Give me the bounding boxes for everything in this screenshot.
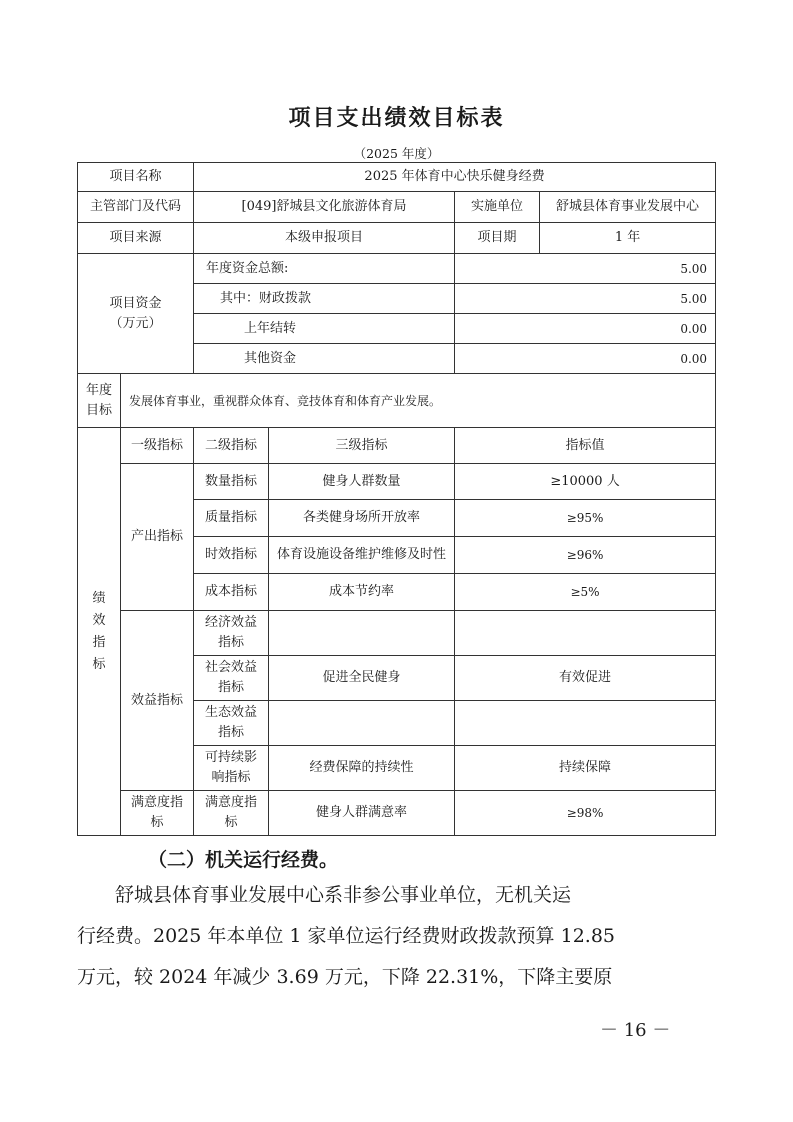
satisfaction-l2-line1: 满意度指 — [205, 795, 258, 810]
table-row — [78, 428, 716, 464]
goal-text: 发展体育事业，重视群众体育、竞技体育和体育产业发展。 — [121, 374, 716, 428]
impl-unit-value: 舒城县体育事业发展中心 — [540, 192, 716, 223]
benefit-l2-cell — [194, 701, 269, 746]
funds-item-value: 5.00 — [455, 254, 716, 284]
period-value: 1 年 — [540, 223, 716, 254]
benefit-value — [455, 611, 716, 656]
funds-item-value: 5.00 — [455, 284, 716, 314]
header-level2: 二级指标 — [194, 428, 269, 464]
benefit-l2-line2: 指标 — [218, 725, 245, 740]
table-row — [78, 611, 716, 656]
output-l3: 健身人群数量 — [269, 464, 455, 500]
dept-value: [049]舒城县文化旅游体育局 — [194, 192, 455, 223]
perf-label: 绩效指标 — [92, 590, 106, 672]
table-row — [78, 192, 716, 223]
funds-label: 项目资金 — [109, 295, 162, 311]
perf-label-cell — [78, 428, 121, 836]
funds-unit: （万元） — [109, 315, 162, 331]
output-l2: 质量指标 — [194, 500, 269, 537]
benefit-value — [455, 701, 716, 746]
section-heading: （二）机关运行经费。 — [148, 849, 339, 871]
goal-label-line1: 年度 — [85, 382, 112, 398]
goal-label-cell — [78, 374, 121, 428]
funds-item-value: 0.00 — [455, 344, 716, 374]
project-name-label: 项目名称 — [78, 163, 194, 192]
benefit-value: 有效促进 — [455, 656, 716, 701]
performance-table — [77, 162, 716, 836]
benefit-l2-cell — [194, 656, 269, 701]
benefit-l3: 经费保障的持续性 — [269, 746, 455, 791]
satisfaction-l1-line1: 满意度指 — [131, 795, 184, 810]
period-label: 项目期 — [455, 223, 540, 254]
funds-item-label: 年度资金总额: — [194, 254, 455, 284]
funds-item-label: 上年结转 — [194, 314, 455, 344]
benefit-l2-line1: 可持续影 — [205, 750, 258, 765]
benefit-l3 — [269, 611, 455, 656]
benefit-l2-line1: 经济效益 — [205, 615, 258, 630]
funds-item-value: 0.00 — [455, 314, 716, 344]
output-l3: 各类健身场所开放率 — [269, 500, 455, 537]
header-level1: 一级指标 — [121, 428, 194, 464]
paragraph-line: 万元，较 2024 年减少 3.69 万元，下降 22.31%，下降主要原 — [77, 966, 613, 988]
benefit-l2-cell — [194, 746, 269, 791]
benefit-l2-line1: 生态效益 — [205, 705, 258, 720]
impl-unit-label: 实施单位 — [455, 192, 540, 223]
header-value: 指标值 — [455, 428, 716, 464]
body-paragraph — [77, 875, 717, 998]
satisfaction-l1-line2: 标 — [150, 815, 164, 830]
satisfaction-l2-line2: 标 — [224, 815, 238, 830]
table-row — [78, 163, 716, 192]
goal-label-line2: 目标 — [85, 402, 112, 418]
project-name-value: 2025 年体育中心快乐健身经费 — [194, 163, 716, 192]
page-number: － 16 － — [600, 1020, 671, 1041]
table-row — [78, 254, 716, 284]
satisfaction-value: ≥98% — [455, 791, 716, 836]
satisfaction-l2-cell — [194, 791, 269, 836]
paragraph-line: 行经费。2025 年本单位 1 家单位运行经费财政拨款预算 12.85 — [77, 925, 615, 947]
benefit-l3: 促进全民健身 — [269, 656, 455, 701]
output-value: ≥96% — [455, 537, 716, 574]
benefit-l2-line1: 社会效益 — [205, 660, 258, 675]
table-row — [78, 223, 716, 254]
paragraph-line: 舒城县体育事业发展中心系非参公事业单位，无机关运 — [115, 884, 572, 906]
table-row — [78, 464, 716, 500]
benefit-label: 效益指标 — [121, 611, 194, 791]
benefit-l3 — [269, 701, 455, 746]
output-value: ≥5% — [455, 574, 716, 611]
year-label: （2025 年度） — [353, 146, 440, 161]
table-row — [78, 374, 716, 428]
source-label: 项目来源 — [78, 223, 194, 254]
funds-item-label: 其他资金 — [194, 344, 455, 374]
funds-item-label: 其中：财政拨款 — [194, 284, 455, 314]
output-value: ≥95% — [455, 500, 716, 537]
output-l3: 成本节约率 — [269, 574, 455, 611]
satisfaction-l1-cell — [121, 791, 194, 836]
output-value: ≥10000 人 — [455, 464, 716, 500]
table-row — [78, 791, 716, 836]
output-l2: 成本指标 — [194, 574, 269, 611]
output-label: 产出指标 — [121, 464, 194, 611]
benefit-value: 持续保障 — [455, 746, 716, 791]
output-l3: 体育设施设备维护维修及时性 — [269, 537, 455, 574]
output-l2: 数量指标 — [194, 464, 269, 500]
benefit-l2-line2: 响指标 — [211, 770, 251, 785]
funds-label-cell — [78, 254, 194, 374]
benefit-l2-line2: 指标 — [218, 635, 245, 650]
source-value: 本级申报项目 — [194, 223, 455, 254]
header-level3: 三级指标 — [269, 428, 455, 464]
benefit-l2-line2: 指标 — [218, 680, 245, 695]
dept-label: 主管部门及代码 — [78, 192, 194, 223]
page-title: 项目支出绩效目标表 — [288, 106, 505, 131]
output-l2: 时效指标 — [194, 537, 269, 574]
benefit-l2-cell — [194, 611, 269, 656]
satisfaction-l3: 健身人群满意率 — [269, 791, 455, 836]
